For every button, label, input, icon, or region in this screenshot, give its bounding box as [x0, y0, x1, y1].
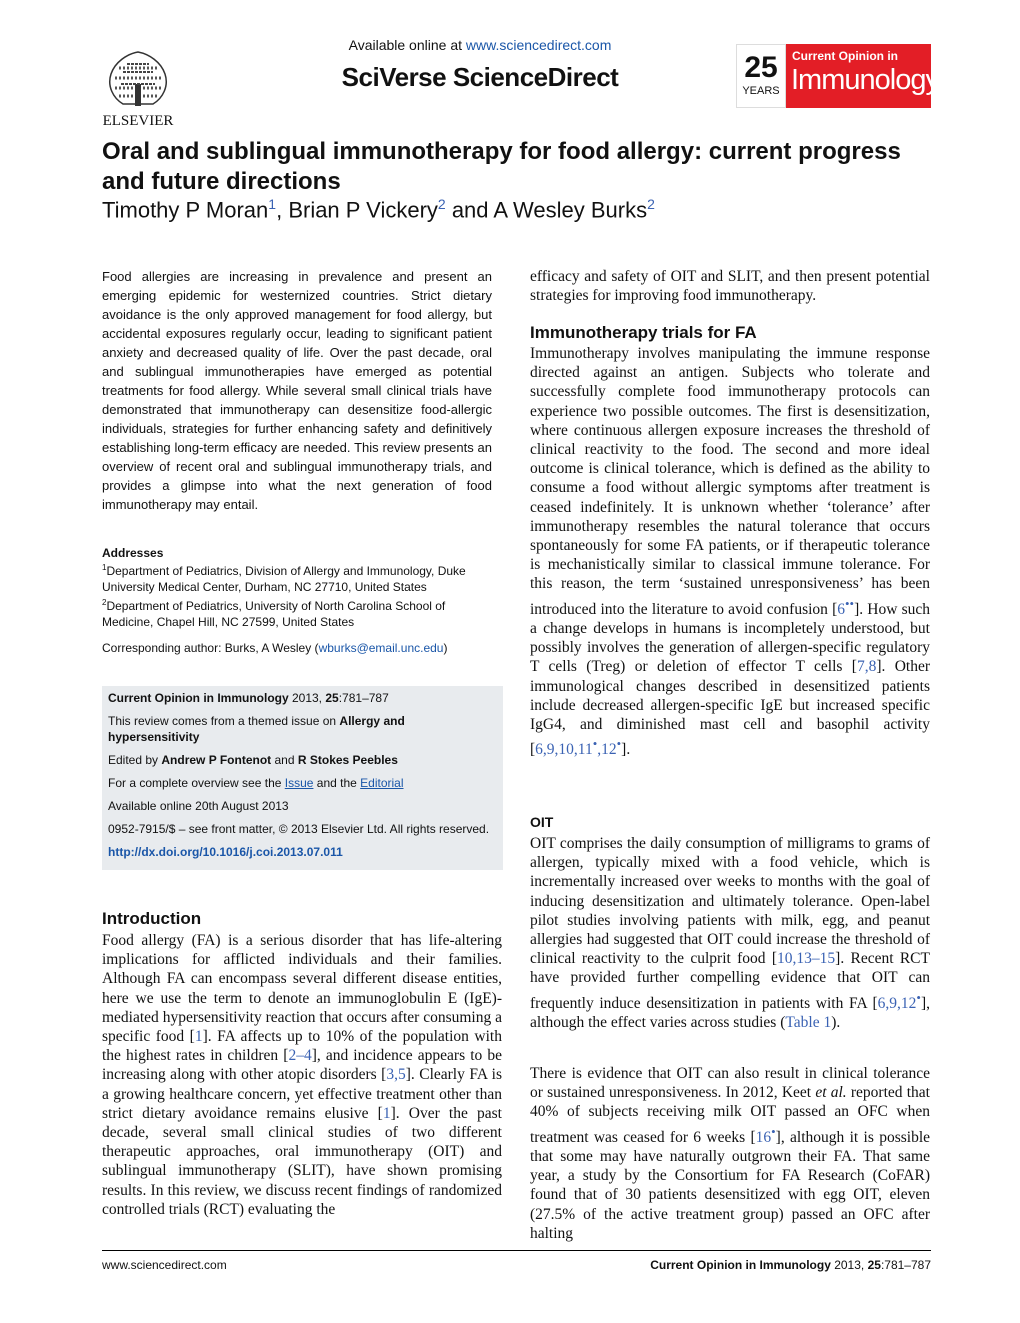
citation-line — [108, 690, 497, 706]
platform-name: SciVerse ScienceDirect — [341, 62, 619, 92]
author-list — [102, 196, 922, 223]
overview-prefix: For a complete overview see the — [108, 776, 285, 790]
journal-badge[interactable] — [736, 44, 939, 108]
footer-website[interactable]: www.sciencedirect.com — [102, 1258, 227, 1272]
addresses — [102, 560, 497, 630]
available-prefix: Available online at — [348, 37, 466, 53]
overview-line — [108, 775, 497, 791]
address-number: 1 — [102, 563, 107, 572]
theme-name: Allergy and hypersensitivity — [108, 714, 405, 744]
journal-name-line1: Current Opinion in — [792, 49, 898, 63]
citation-link[interactable]: 6,9,10,11•,12• — [535, 736, 622, 759]
address-number: 2 — [102, 598, 107, 607]
email-link[interactable]: wburks@email.unc.edu — [318, 641, 444, 655]
footer-rule — [102, 1250, 931, 1251]
author-name[interactable]: A Wesley Burks — [493, 197, 648, 223]
journal-name-block — [786, 44, 939, 108]
footer-year: 2013, — [830, 1258, 868, 1272]
citation-link[interactable]: 1 — [382, 1104, 391, 1122]
address-text: Department of Pediatrics, University of North Carolina School of Medicine, Chapel Hill, NC 27599, United States — [102, 599, 446, 629]
introduction-text: Food allergy (FA) is a serious disorder that has life-altering implications for afflicted individuals and their families. Although FA can encompass several different disease entities, here we use the term to denote an immunoglobulin E (IgE)-mediated hypersensitivity reaction that occurs after consuming a specific food [1]. FA affects up to 10% of the population with the highest rates in children [2–4], and incidence appears to be increasing along with other atopic disorders [3,5]. Clearly FA is a growing healthcare concern, yet effective treatment other than strict dietary avoidance remains elusive [1]. Over the past decade, several small clinical studies of two different therapeutic approaches, oral immunotherapy (OIT) and sublingual immunotherapy (SLIT), have shown promising results. In this review, we discuss recent findings of randomized controlled trials (RCT) evaluating the — [102, 932, 502, 1218]
publisher-name: ELSEVIER — [102, 113, 174, 128]
author-name[interactable]: Timothy P Moran — [102, 197, 269, 223]
citation-link[interactable]: 10,13–15 — [777, 950, 836, 968]
citation-year: 2013, — [288, 691, 326, 705]
footer-citation — [650, 1258, 931, 1272]
doi-link[interactable]: http://dx.doi.org/10.1016/j.coi.2013.07.011 — [108, 845, 343, 859]
citation-link[interactable]: 2–4 — [288, 1047, 312, 1065]
address-item — [102, 595, 497, 630]
sciencedirect-link[interactable]: www.sciencedirect.com — [465, 37, 612, 53]
author-affiliation[interactable]: 1 — [268, 196, 277, 212]
introduction-heading: Introduction — [102, 909, 202, 928]
overview-sep: and the — [313, 776, 361, 790]
trials-text: Immunotherapy involves manipulating the immune response directed against an antigen. Subjects who tolerate and successfully complete food immunotherapy protocols can experience two possible outcomes. The first is desensitization, where continuous allergen exposure increases the threshold of clinical reactivity to the food. The second and more ideal outcome is clinical tolerance, which is defined as the ability to consume a food without allergic symptoms after treatment is ceased indefinitely. It is unknown whether ‘tolerance’ after immunotherapy resembles the natural tolerance that occurs spontaneously for some FA patients, or if therapeutic tolerance is mechanistically similar to classical immune tolerance. For this reason, the term ‘sustained unresponsiveness’ has been introduced into the literature to avoid confusion [6••]. How such a change develops in humans is incompletely understood, but possibly involves the generation of allergen-specific regulatory T cells (Treg) or deletion of effector T cells [7,8]. Other immunological changes described in desensitized patients include decreased allergen-specific IgE but increased specific IgG4, and diminished mast cell and basophil activity [6,9,10,11•,12•]. — [530, 345, 930, 759]
citation-link[interactable]: 6•• — [837, 595, 855, 618]
address-text: Department of Pediatrics, Division of Allergy and Immunology, Duke University Medical Center, Durham, NC 27710, United States — [102, 564, 466, 594]
author-affiliation[interactable]: 2 — [437, 196, 446, 212]
corresponding-author — [102, 641, 502, 655]
anniversary-mark — [736, 44, 786, 108]
years-label: YEARS — [742, 85, 780, 97]
editors-prefix: Edited by — [108, 753, 162, 767]
author-separator: and — [445, 197, 494, 223]
citation-link[interactable]: 7,8 — [856, 658, 877, 676]
address-item — [102, 560, 497, 595]
journal-title: Current Opinion in Immunology — [108, 691, 289, 705]
abstract: Food allergies are increasing in prevalence and present an emerging epidemic for westernized countries. Strict dietary avoidance is the only approved management for food allergy, but accidental exposures regularly occur, leading to significant patient anxiety and decreased quality of life. Over the past decade, oral and sublingual immunotherapies have emerged as potential treatments for food allergy. While several small clinical trials have demonstrated that immunotherapy can desensitize food-allergic individuals, strategies for further enhancing safety and definitively establishing long-term efficacy are needed. This review presents an overview of recent oral and sublingual immunotherapy trials, and provides a glimpse into what the next generation of food immunotherapy may entail. — [102, 269, 492, 512]
footer-volume: 25 — [867, 1258, 881, 1272]
journal-name-line2: Immunology — [791, 64, 939, 96]
author-affiliation[interactable]: 2 — [647, 196, 655, 212]
years-number: 25 — [744, 51, 778, 84]
citation-link[interactable]: 6,9,12• — [877, 989, 921, 1012]
article-title: Oral and sublingual immunotherapy for food allergy: current progress and future directions — [102, 138, 901, 195]
citation-link[interactable]: 16• — [755, 1123, 776, 1146]
author-separator: , — [276, 197, 289, 223]
oit-heading: OIT — [530, 814, 554, 830]
theme-line — [108, 713, 497, 745]
citation-volume: 25 — [325, 691, 339, 705]
table-link[interactable]: Table 1 — [785, 1013, 832, 1031]
citation-link[interactable]: 1 — [194, 1028, 203, 1046]
issue-link[interactable]: Issue — [284, 776, 314, 790]
addresses-heading: Addresses — [102, 546, 164, 560]
editor-name: R Stokes Peebles — [297, 753, 398, 767]
footer-pages: :781–787 — [880, 1258, 931, 1272]
editor-sep: and — [271, 753, 298, 767]
copyright-line: 0952-7915/$ – see front matter, © 2013 Elsevier Ltd. All rights reserved. — [108, 822, 490, 836]
oit-paragraph-1: OIT comprises the daily consumption of milligrams to grams of allergen, typically mixed with a food vehicle, which is incrementally increased over weeks to months with the goal of inducing desensitization and ultimately tolerance. Open-label pilot studies involving patients with milk, egg, and peanut allergies had suggested that OIT could increase the threshold of clinical reactivity to the culprit food [10,13–15]. Recent RCT have provided further compelling evidence that OIT can frequently induce desensitization in patients with FA [6,9,12•], although the effect varies across studies (Table 1). — [530, 835, 930, 1031]
theme-prefix: This review comes from a themed issue on — [108, 714, 340, 728]
corresponding-prefix: Corresponding author: Burks, A Wesley ( — [102, 641, 319, 655]
available-online — [300, 37, 660, 53]
author-name[interactable]: Brian P Vickery — [288, 197, 438, 223]
citation-pages: :781–787 — [338, 691, 389, 705]
article-info-box — [102, 686, 503, 870]
available-date: Available online 20th August 2013 — [108, 799, 289, 813]
corresponding-suffix: ) — [443, 641, 448, 655]
citation-link[interactable]: 3,5 — [386, 1066, 406, 1084]
editors-line — [108, 752, 497, 768]
footer-journal: Current Opinion in Immunology — [650, 1258, 831, 1272]
trials-heading: Immunotherapy trials for FA — [530, 323, 757, 342]
continued-text: efficacy and safety of OIT and SLIT, and then present potential strategies for improving food immunotherapy. — [530, 268, 930, 305]
editor-name: Andrew P Fontenot — [161, 753, 272, 767]
editorial-link[interactable]: Editorial — [360, 776, 404, 790]
elsevier-logo[interactable] — [97, 44, 179, 128]
oit-paragraph-2: There is evidence that OIT can also result in clinical tolerance or sustained unresponsiveness. In 2012, Keet et al. reported that 40% of subjects receiving milk OIT passed an OFC when treatment was ceased for 6 weeks [16•], although it is possible that some may have naturally outgrown their FA. That same year, a study by the Consortium for FA Research (CoFAR) found that of 30 patients desensitized with egg OIT, eleven (27.5% of the active treatment group) passed an OFC after halting — [530, 1065, 930, 1242]
